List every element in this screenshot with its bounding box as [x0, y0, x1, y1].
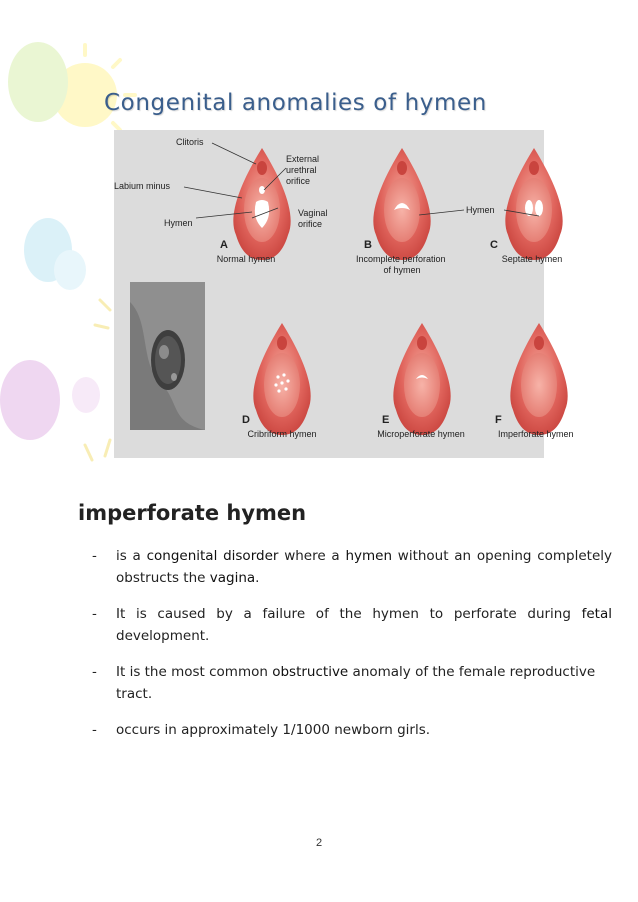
- bullet-list: [92, 545, 612, 755]
- bullet-text: It is caused by a failure of the hymen to perforate during: [116, 606, 582, 622]
- link-fetal[interactable]: fetal: [581, 606, 612, 622]
- panel-f-caption: Imperforate hymen: [498, 429, 574, 439]
- label-external-urethral-orifice-l2: urethral: [286, 165, 317, 175]
- bullet-text: development.: [116, 628, 210, 644]
- panel-b-letter: B: [364, 239, 372, 251]
- label-vaginal-orifice-l1: Vaginal: [298, 208, 328, 218]
- label-vaginal-orifice-l2: orifice: [298, 219, 323, 229]
- bullet-dash: -: [92, 664, 97, 680]
- panel-a-letter: A: [220, 239, 228, 251]
- panel-d-caption: Cribriform hymen: [247, 429, 317, 439]
- label-hymen-left: Hymen: [164, 218, 193, 228]
- panel-d-vulva: [253, 323, 310, 435]
- bullet-text: without an opening completely obstructs the: [116, 548, 612, 586]
- panel-c-vulva: [505, 148, 562, 260]
- panel-e-caption: Microperforate hymen: [377, 429, 465, 439]
- panel-b-caption-l2: of hymen: [383, 265, 421, 275]
- bullet-item-4: [92, 719, 612, 741]
- panel-b-caption: [356, 254, 448, 275]
- bullet-text: is a: [116, 548, 147, 564]
- label-external-urethral-orifice-l3: orifice: [286, 176, 311, 186]
- bullet-text: anomaly of the female reproductive tract.: [116, 664, 596, 702]
- bullet-dash: -: [92, 606, 97, 622]
- panel-b-vulva: [373, 148, 430, 260]
- panel-f-vulva: [510, 323, 567, 435]
- bullet-item-2: [92, 603, 612, 647]
- link-hymen[interactable]: hymen: [345, 548, 393, 564]
- panel-f-letter: F: [495, 414, 502, 426]
- bullet-dash: -: [92, 722, 97, 738]
- bullet-dash: -: [92, 548, 97, 564]
- panel-c-caption: Septate hymen: [501, 254, 563, 264]
- panel-e-vulva: [393, 323, 450, 435]
- panel-c-letter: C: [490, 239, 498, 251]
- panel-b-caption-l1: Incomplete perforation: [355, 254, 446, 264]
- slide-title: Congenital anomalies of hymen: [104, 90, 487, 116]
- panel-d-letter: D: [242, 414, 250, 426]
- link-obstructive[interactable]: obstructive: [272, 664, 349, 680]
- label-external-urethral-orifice-l1: External: [286, 154, 320, 164]
- label-labium-minus: Labium minus: [114, 181, 171, 191]
- section-heading: imperforate hymen: [78, 501, 307, 525]
- link-congenital-disorder[interactable]: congenital disorder: [146, 548, 279, 564]
- panel-e-letter: E: [382, 414, 390, 426]
- bullet-text: occurs in approximately 1/1000 newborn girls.: [116, 722, 431, 738]
- clinical-photo: [130, 282, 205, 430]
- link-vagina[interactable]: vagina: [209, 570, 256, 586]
- panel-a-caption: Normal hymen: [216, 254, 276, 264]
- bullet-item-3: [92, 661, 612, 705]
- bullet-text: It is the most common: [116, 664, 273, 680]
- label-vaginal-orifice: [298, 208, 330, 229]
- page-number: 2: [315, 837, 323, 849]
- label-hymen-right: Hymen: [466, 205, 495, 215]
- slide: [58, 70, 574, 460]
- bullet-text: where a: [278, 548, 346, 564]
- label-clitoris: Clitoris: [176, 137, 204, 147]
- panel-a-vulva: [233, 148, 290, 260]
- bullet-item-1: [92, 545, 612, 589]
- bullet-text: .: [255, 570, 260, 586]
- label-external-urethral-orifice: [286, 154, 322, 186]
